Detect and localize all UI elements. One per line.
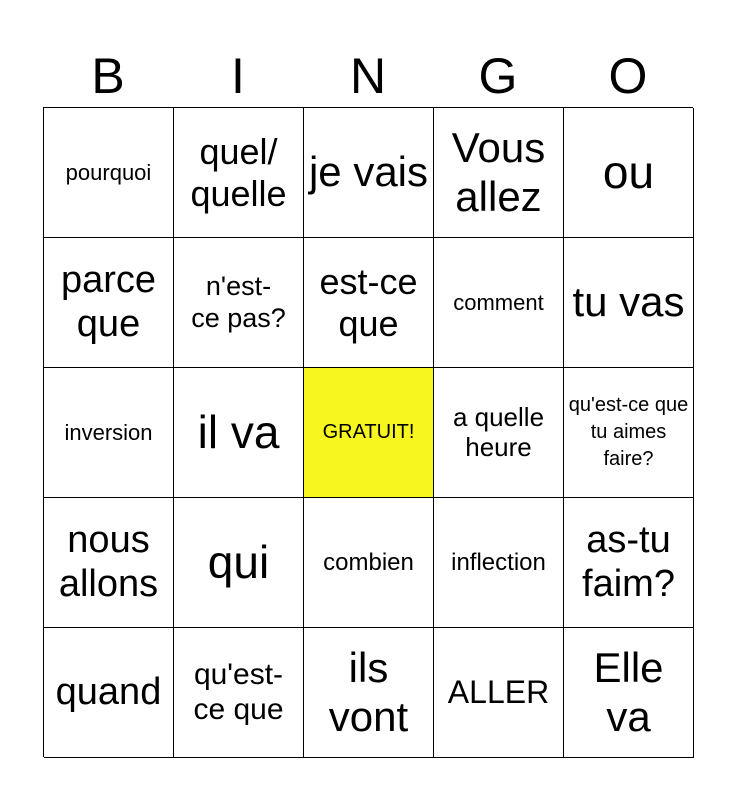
cell-text: il va — [197, 406, 280, 459]
bingo-cell[interactable] — [44, 368, 174, 498]
free-space-label: GRATUIT! — [322, 421, 415, 443]
cell-text: Elle va — [593, 644, 664, 740]
cell-text: qui — [207, 536, 270, 589]
cell-text: pourquoi — [65, 159, 152, 185]
cell-text: ou — [602, 146, 655, 199]
header-letter-o: O — [608, 48, 648, 104]
bingo-cell[interactable] — [44, 108, 174, 238]
cell-text: je vais — [308, 148, 429, 196]
bingo-cell[interactable] — [174, 498, 304, 628]
bingo-cell[interactable] — [174, 628, 304, 758]
cell-text: parce que — [60, 258, 157, 345]
bingo-cell[interactable] — [564, 238, 694, 368]
cell-text: quand — [55, 670, 162, 713]
cell-text: tu vas — [572, 278, 685, 326]
bingo-cell[interactable] — [174, 108, 304, 238]
bingo-cell[interactable] — [304, 108, 434, 238]
cell-text: n'est- ce pas? — [191, 271, 286, 333]
cell-text: ALLER — [447, 674, 550, 711]
cell-text: as-tu faim? — [582, 518, 675, 605]
bingo-cell[interactable] — [564, 498, 694, 628]
free-space-cell[interactable] — [304, 368, 434, 498]
bingo-header — [43, 44, 693, 108]
cell-text: comment — [453, 289, 544, 315]
bingo-cell[interactable] — [564, 368, 694, 498]
header-letter-n: N — [349, 48, 387, 104]
header-letter-b: B — [91, 48, 125, 104]
bingo-cell[interactable] — [434, 498, 564, 628]
cell-text: inflection — [451, 548, 546, 576]
bingo-cell[interactable] — [564, 108, 694, 238]
cell-text: qu'est-ce que tu aimes faire? — [568, 394, 689, 470]
bingo-cell[interactable] — [174, 238, 304, 368]
bingo-cell[interactable] — [44, 238, 174, 368]
bingo-cell[interactable] — [564, 628, 694, 758]
cell-text: qu'est- ce que — [193, 658, 284, 726]
cell-text: Vous allez — [451, 124, 546, 220]
bingo-board — [43, 107, 693, 757]
cell-text: combien — [323, 548, 414, 576]
bingo-cell[interactable] — [434, 628, 564, 758]
bingo-cell[interactable] — [44, 498, 174, 628]
bingo-cell[interactable] — [304, 238, 434, 368]
bingo-cell[interactable] — [174, 368, 304, 498]
bingo-cell[interactable] — [434, 108, 564, 238]
cell-text: a quelle heure — [452, 401, 545, 462]
header-letter-i: I — [231, 48, 245, 104]
bingo-cell[interactable] — [304, 498, 434, 628]
cell-text: nous allons — [58, 518, 159, 605]
cell-text: inversion — [64, 419, 153, 445]
header-letter-g: G — [478, 48, 518, 104]
cell-text: ils vont — [328, 644, 409, 740]
bingo-cell[interactable] — [434, 368, 564, 498]
bingo-cell[interactable] — [44, 628, 174, 758]
cell-text: est-ce que — [319, 261, 418, 344]
cell-text: quel/ quelle — [190, 131, 287, 214]
bingo-cell[interactable] — [434, 238, 564, 368]
bingo-cell[interactable] — [304, 628, 434, 758]
